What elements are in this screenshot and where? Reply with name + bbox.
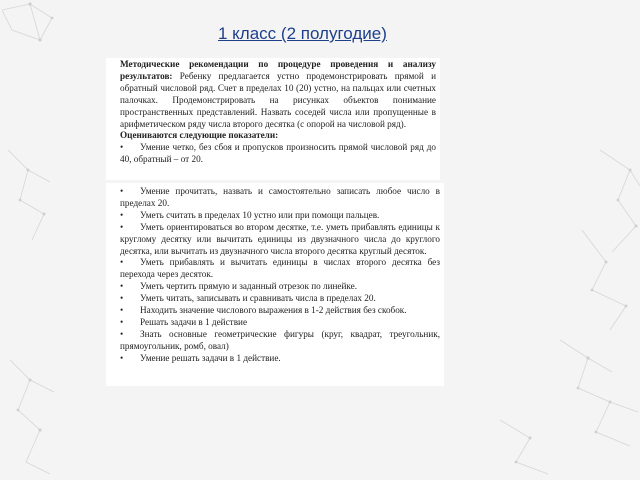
list-item [120, 210, 440, 222]
list-item [120, 353, 440, 365]
list-item [120, 281, 440, 293]
list-item-text: Решать задачи в 1 действие [140, 316, 248, 327]
list-item [120, 222, 440, 258]
list-item-text: Умение четко, без сбоя и пропусков произносить прямой числовой ряд до 40, обратный – от 20. [120, 142, 436, 165]
bullet: • [120, 221, 124, 232]
list-item [120, 329, 440, 353]
slide-title: 1 класс (2 полугодие) [218, 24, 387, 43]
bullet: • [120, 305, 124, 316]
list-item-text: Уметь считать в пределах 10 устно или при помощи пальцев. [140, 209, 380, 220]
bullet: • [120, 209, 124, 220]
bullet: • [120, 257, 124, 268]
methodology-heading: Методические рекомендации по процедуре проведения и анализу результатов: [120, 59, 436, 81]
top-scanned-text-block [106, 58, 440, 180]
list-item-text: Умение прочитать, назвать и самостоятельно записать любое число в пределах 20. [120, 186, 440, 208]
list-item-text: Знать основные геометрические фигуры (круг, квадрат, треугольник, прямоугольник, ромб, овал) [120, 328, 440, 351]
bottom-scanned-text-block [106, 183, 444, 386]
list-item [120, 317, 440, 329]
list-item [120, 257, 440, 281]
list-item [120, 186, 440, 210]
list-item [120, 293, 440, 305]
bullet: • [120, 142, 124, 153]
list-item-text: Умение решать задачи в 1 действие. [140, 352, 281, 363]
bullet: • [120, 281, 124, 292]
indicators-heading: Оцениваются следующие показатели: [120, 130, 279, 141]
intro-paragraph [120, 59, 436, 130]
bullet: • [120, 352, 124, 363]
list-item-text: Находить значение числового выражения в 1-2 действия без скобок. [140, 305, 407, 316]
bullet: • [120, 316, 124, 327]
list-item-text: Уметь прибавлять и вычитать единицы в числах второго десятка без перехода через десяток. [120, 257, 440, 280]
intro-text: Ребенку предлагается устно продемонстрировать прямой и обратный числовой ряд. Счет в пределах 10 (20) устно, на пальцах или счетных палочках. Продемонстрировать на рисунках объектов понимание пространственных представлений. Назвать соседей числа или пропущенные в арифметическом ряду числа второго десятка (с опорой на числовой ряд). [120, 70, 436, 129]
bullet: • [120, 293, 124, 304]
list-item [120, 142, 436, 166]
list-item-text: Уметь чертить прямую и заданный отрезок по линейке. [140, 281, 358, 292]
bullet: • [120, 328, 124, 339]
list-item [120, 305, 440, 317]
list-item-text: Уметь читать, записывать и сравнивать числа в пределах 20. [140, 293, 376, 304]
bullet: • [120, 186, 124, 196]
list-item-text: Уметь ориентироваться во втором десятке, т.е. уметь прибавлять единицы к круглому десятку или вычитать единицы из двузначного числа до круглого десятка, или вычитать из двузначного числа второго десятка круглый десяток. [120, 221, 440, 256]
